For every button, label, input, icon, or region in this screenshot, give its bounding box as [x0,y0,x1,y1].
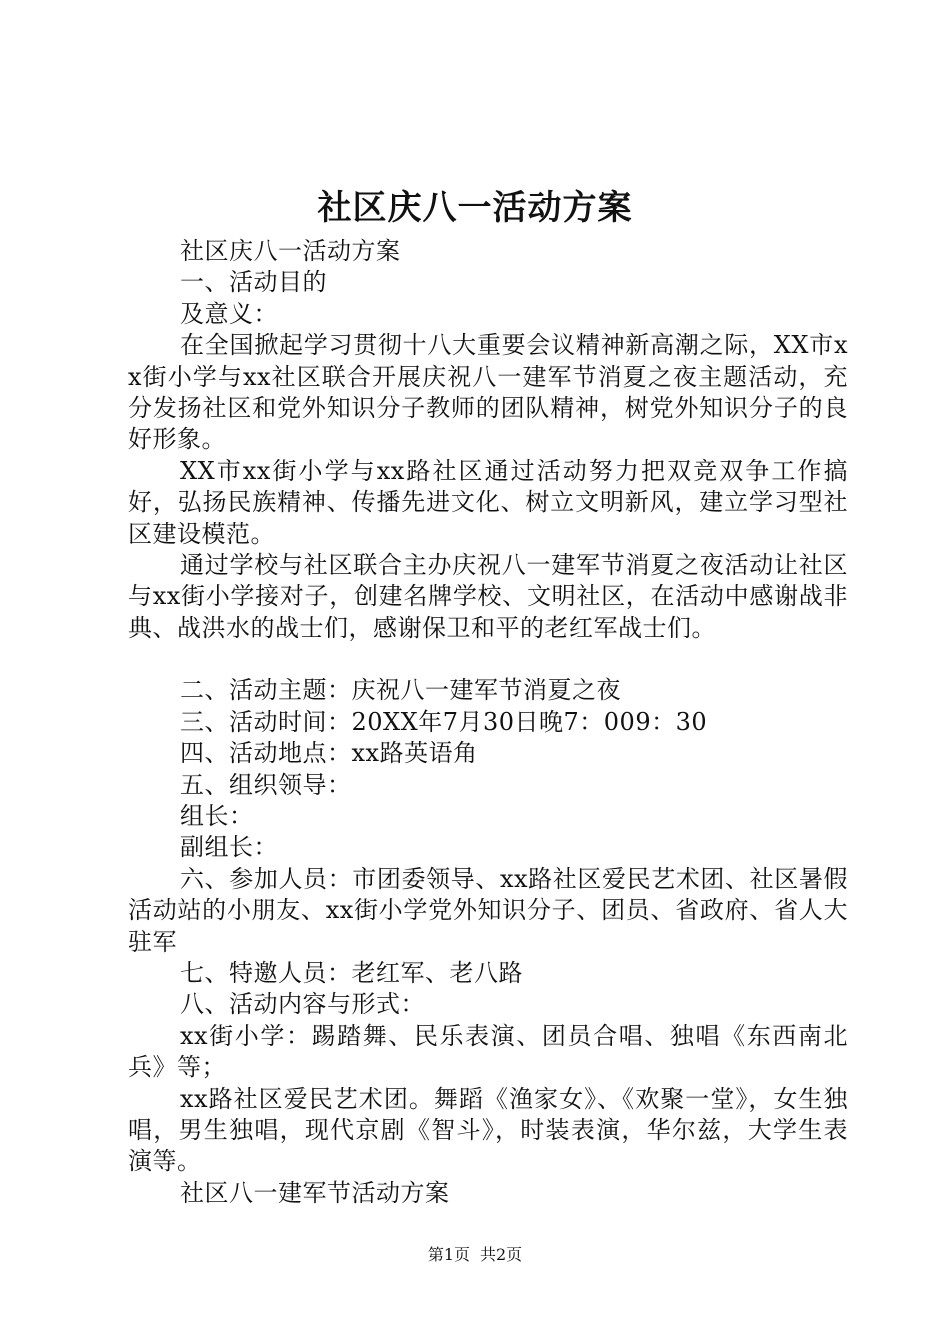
page-number: 第1页 [427,1245,470,1264]
paragraph-special-guests: 七、特邀人员：老红军、老八路 [180,958,523,987]
paragraph-section-1-heading: 一、活动目的 [180,268,327,297]
paragraph-participants: 六、参加人员：市团委领导、xx路社区爱民艺术团、社区暑假活动站的小朋友、xx街小学党外知识分子、团员、省政府、省人大驻军 [128,864,848,956]
document-body [128,236,848,1209]
page-footer [0,1244,950,1266]
paragraph-purpose-1: 在全国掀起学习贯彻十八大重要会议精神新高潮之际，XX市xx街小学与xx社区联合开展庆祝八一建军节消夏之夜主题活动，充分发扬社区和党外知识分子教师的团队精神，树党外知识分子的良好形象。 [128,331,848,454]
paragraph-purpose-3: 通过学校与社区联合主办庆祝八一建军节消夏之夜活动让社区与xx街小学接对子，创建名牌学校、文明社区，在活动中感谢战非典、战洪水的战士们，感谢保卫和平的老红军战士们。 [128,551,848,642]
paragraph-deputy-leader: 副组长： [180,833,278,862]
page-total: 共2页 [480,1245,523,1264]
blank-line [128,644,848,675]
paragraph-section-1-heading-cont: 及意义： [180,299,278,328]
paragraph-content-heading: 八、活动内容与形式： [180,990,425,1019]
paragraph-time: 三、活动时间：20XX年7月30日晚7：009：30 [180,707,708,736]
paragraph-subtitle: 社区庆八一活动方案 [180,237,401,265]
paragraph-theme: 二、活动主题：庆祝八一建军节消夏之夜 [180,676,621,705]
document-title: 社区庆八一活动方案 [317,188,633,228]
paragraph-next-title: 社区八一建军节活动方案 [180,1178,450,1207]
paragraph-school-program: xx街小学：踢踏舞、民乐表演、团员合唱、独唱《东西南北兵》等； [128,1021,848,1082]
paragraph-art-troupe-program: xx路社区爱民艺术团。舞蹈《渔家女》、《欢聚一堂》，女生独唱，男生独唱，现代京剧《智斗》，时装表演，华尔兹，大学生表演等。 [128,1084,848,1176]
paragraph-leadership: 五、组织领导： [180,770,352,799]
paragraph-location: 四、活动地点：xx路英语角 [180,739,478,768]
paragraph-team-leader: 组长： [180,801,254,830]
paragraph-purpose-2: XX市xx街小学与xx路社区通过活动努力把双竞双争工作搞好，弘扬民族精神、传播先进文化、树立文明新风，建立学习型社区建设模范。 [128,456,848,548]
